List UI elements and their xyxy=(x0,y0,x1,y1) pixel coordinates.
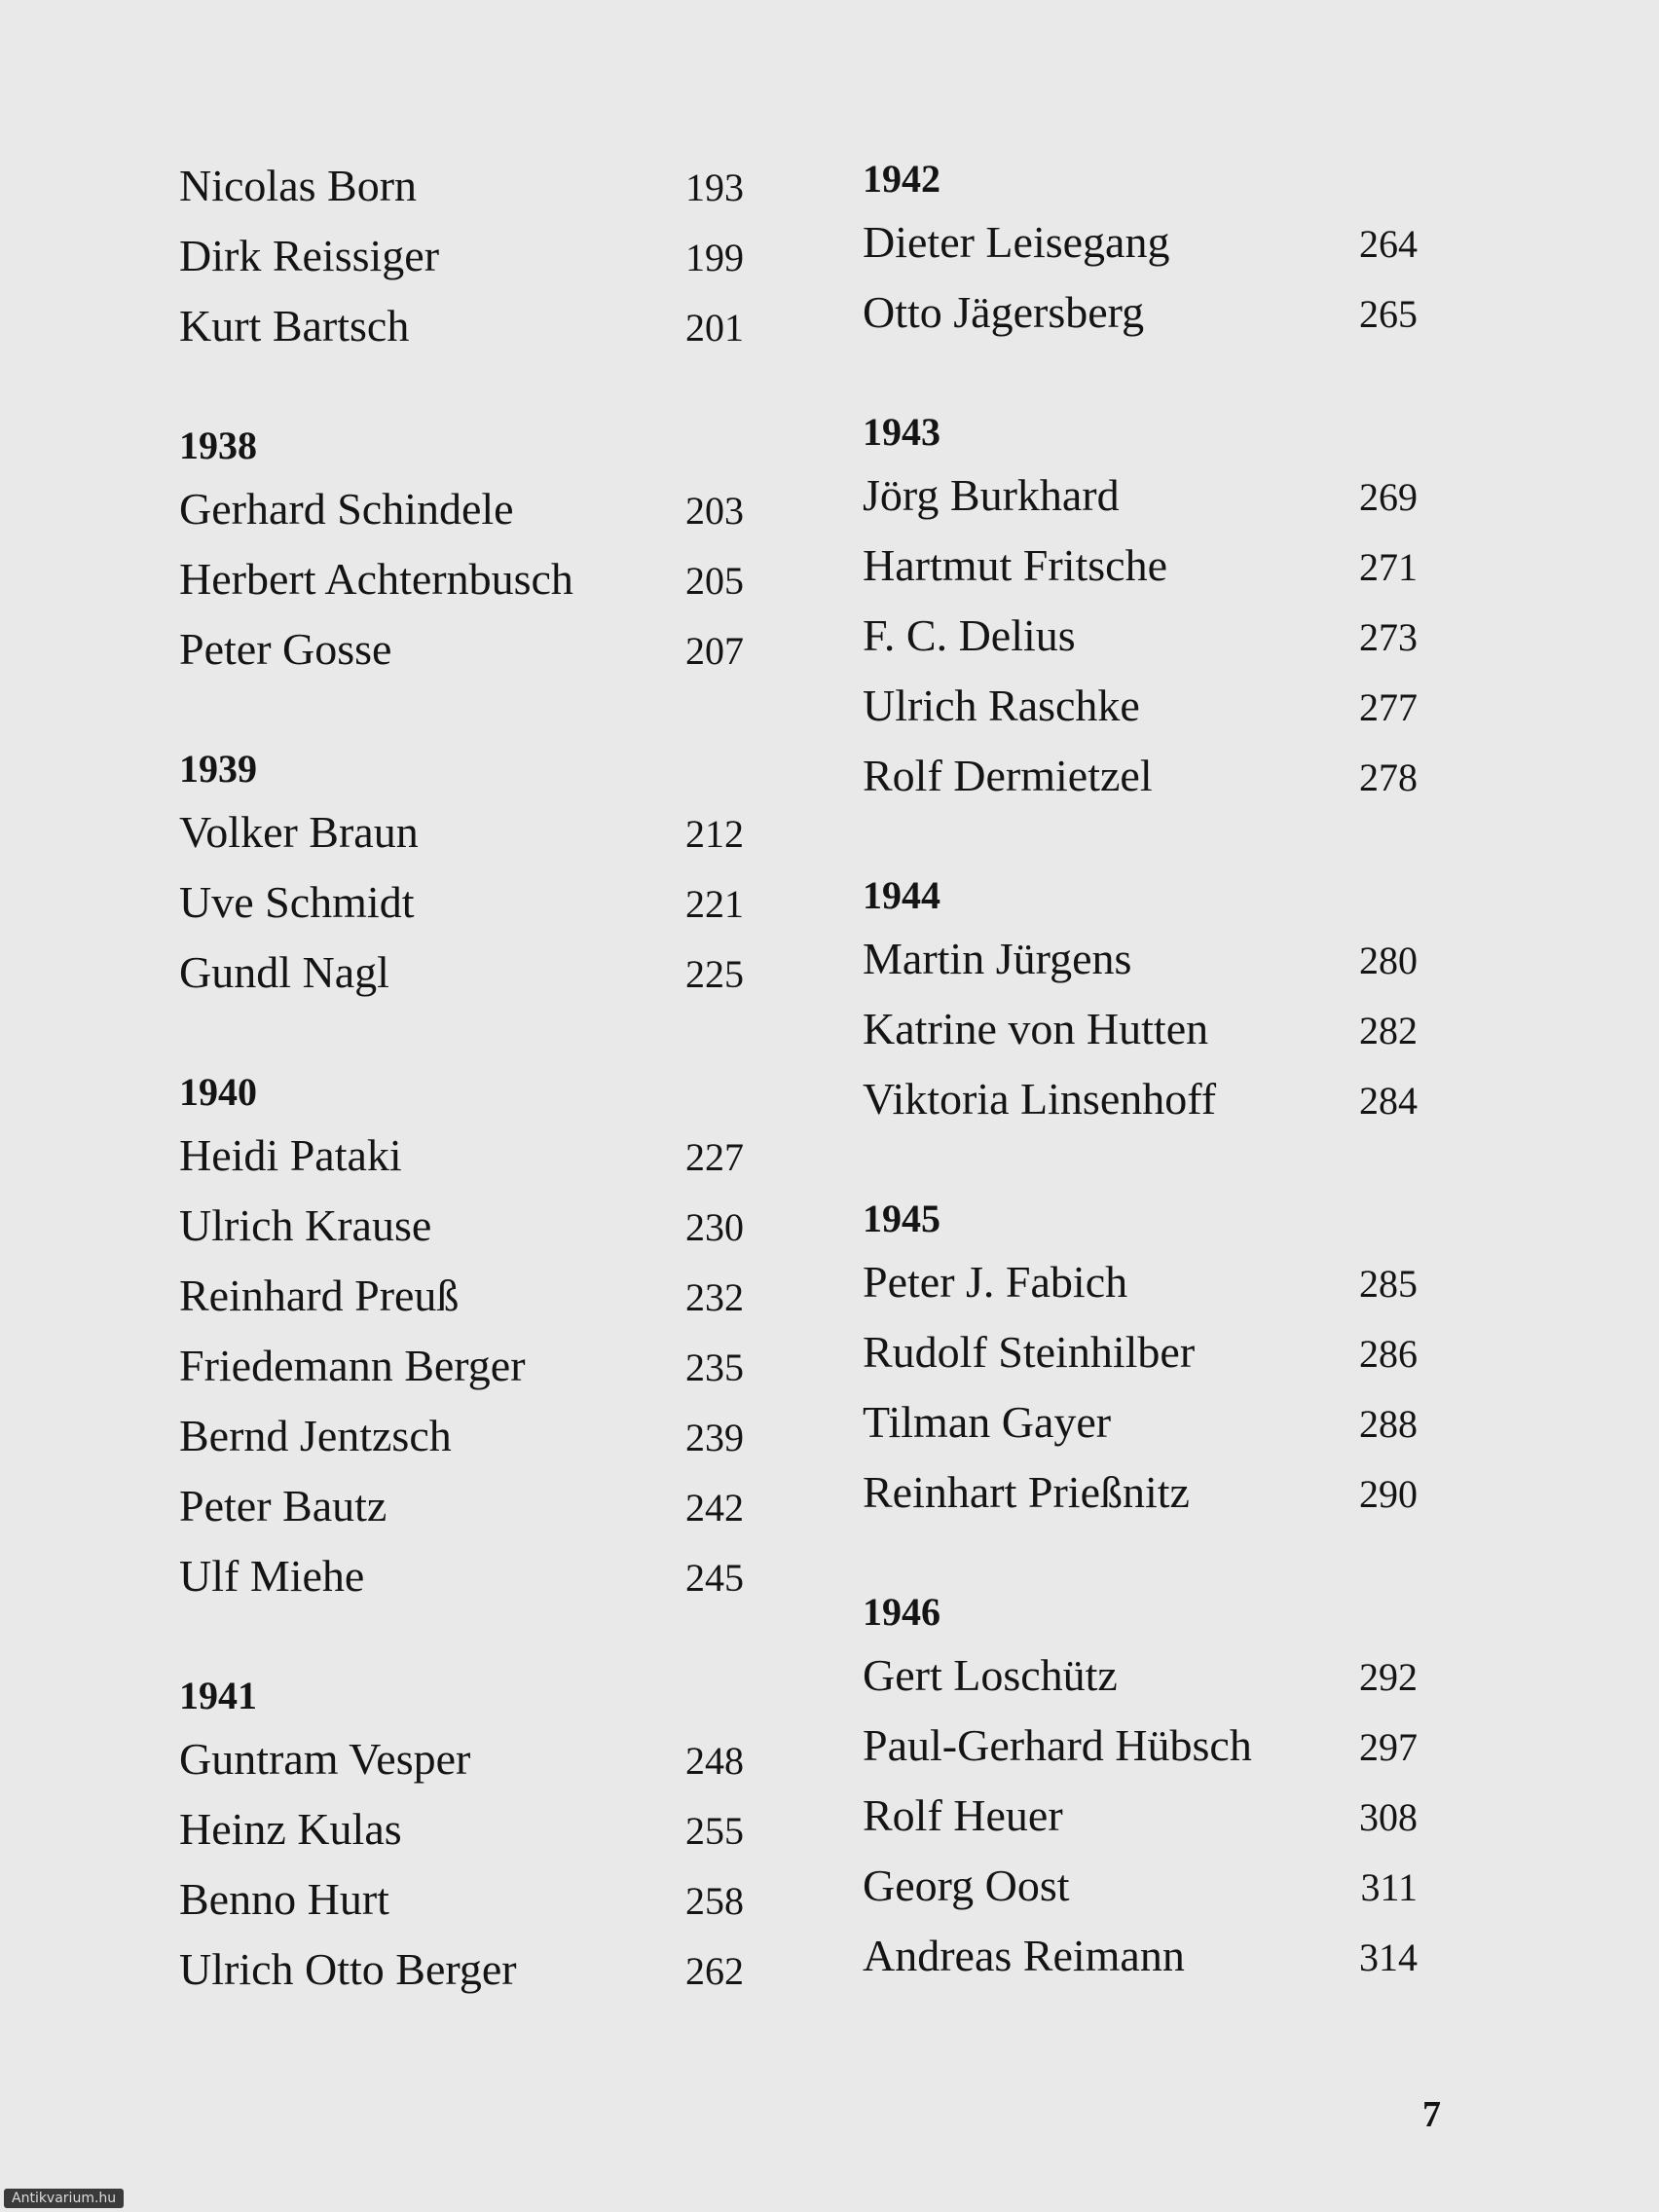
page-ref: 255 xyxy=(685,1809,744,1853)
toc-entry xyxy=(179,474,744,544)
toc-entry xyxy=(863,1247,1418,1317)
page-number: 7 xyxy=(1422,2094,1441,2135)
author-name: Nicolas Born xyxy=(179,161,418,210)
toc-entry xyxy=(179,1471,744,1541)
page-ref: 280 xyxy=(1359,939,1418,982)
toc-entry xyxy=(863,277,1418,348)
page-ref: 201 xyxy=(685,306,744,350)
watermark-label: Antikvarium.hu xyxy=(4,2189,124,2208)
year-heading: 1942 xyxy=(863,157,940,201)
toc-entry xyxy=(863,531,1418,601)
page-ref: 227 xyxy=(685,1135,744,1179)
page-ref: 292 xyxy=(1359,1655,1418,1699)
author-name: Tilman Gayer xyxy=(863,1397,1112,1447)
author-name: Friedemann Berger xyxy=(179,1341,526,1390)
year-heading: 1941 xyxy=(179,1674,257,1717)
author-name: Bernd Jentzsch xyxy=(179,1411,452,1460)
right-column xyxy=(863,151,1418,2047)
page-ref: 230 xyxy=(685,1205,744,1249)
year-section xyxy=(179,1064,744,1611)
author-name: Rolf Dermietzel xyxy=(863,751,1153,800)
toc-entry xyxy=(179,1864,744,1935)
year-section xyxy=(179,418,744,684)
toc-entry xyxy=(179,1935,744,2005)
author-name: Ulrich Raschke xyxy=(863,681,1140,730)
author-name: Volker Braun xyxy=(179,807,419,857)
author-name: Katrine von Hutten xyxy=(863,1004,1209,1053)
page-ref: 285 xyxy=(1359,1262,1418,1306)
page-ref: 269 xyxy=(1359,475,1418,519)
toc-entry xyxy=(863,1921,1418,1991)
year-heading: 1939 xyxy=(179,747,257,791)
author-name: Martin Jürgens xyxy=(863,934,1132,983)
toc-entry xyxy=(863,1781,1418,1851)
author-name: Guntram Vesper xyxy=(179,1734,471,1784)
author-name: Heinz Kulas xyxy=(179,1804,402,1854)
toc-entry xyxy=(863,461,1418,531)
page-ref: 277 xyxy=(1359,685,1418,729)
author-name: Viktoria Linsenhoff xyxy=(863,1074,1217,1124)
page-ref: 286 xyxy=(1359,1332,1418,1376)
toc-entry xyxy=(863,671,1418,741)
toc-entry xyxy=(179,1724,744,1794)
page-ref: 308 xyxy=(1359,1795,1418,1839)
year-heading: 1940 xyxy=(179,1070,257,1114)
year-section xyxy=(863,404,1418,811)
toc-entry xyxy=(179,151,744,221)
page-ref: 273 xyxy=(1359,615,1418,659)
toc-entry xyxy=(179,938,744,1008)
toc-entry xyxy=(863,1064,1418,1134)
author-name: Reinhard Preuß xyxy=(179,1271,460,1320)
page-ref: 232 xyxy=(685,1275,744,1319)
page-ref: 290 xyxy=(1359,1472,1418,1516)
page-ref: 239 xyxy=(685,1416,744,1459)
author-name: Herbert Achternbusch xyxy=(179,554,573,604)
year-section xyxy=(179,1668,744,2005)
toc-entry xyxy=(863,1711,1418,1781)
year-heading: 1938 xyxy=(179,424,257,467)
author-name: Gundl Nagl xyxy=(179,947,389,997)
toc-entry xyxy=(863,924,1418,994)
author-name: Kurt Bartsch xyxy=(179,301,410,350)
toc-entry xyxy=(179,1541,744,1611)
page-ref: 248 xyxy=(685,1739,744,1783)
author-name: Uve Schmidt xyxy=(179,877,415,927)
year-section xyxy=(863,1584,1418,1991)
page-ref: 242 xyxy=(685,1486,744,1530)
year-section xyxy=(863,867,1418,1134)
toc-entry xyxy=(179,1261,744,1331)
toc-entry xyxy=(863,207,1418,277)
author-name: Benno Hurt xyxy=(179,1874,389,1924)
toc-entry xyxy=(179,614,744,684)
year-heading: 1944 xyxy=(863,873,940,917)
toc-entry xyxy=(179,1121,744,1191)
page-ref: 245 xyxy=(685,1556,744,1600)
page-ref: 262 xyxy=(685,1949,744,1993)
toc-entry xyxy=(179,797,744,867)
page-ref: 212 xyxy=(685,812,744,856)
page-ref: 284 xyxy=(1359,1079,1418,1123)
page-ref: 278 xyxy=(1359,756,1418,799)
year-section xyxy=(863,151,1418,348)
author-name: Jörg Burkhard xyxy=(863,470,1120,520)
author-name: Peter Gosse xyxy=(179,624,392,674)
year-section xyxy=(863,1191,1418,1528)
author-name: Reinhart Prießnitz xyxy=(863,1467,1190,1517)
toc-entry xyxy=(863,1641,1418,1711)
year-section xyxy=(179,151,744,361)
page-ref: 288 xyxy=(1359,1402,1418,1446)
author-name: Hartmut Fritsche xyxy=(863,540,1167,590)
toc-entry xyxy=(863,994,1418,1064)
page-ref: 235 xyxy=(685,1346,744,1389)
page-ref: 265 xyxy=(1359,292,1418,336)
author-name: Andreas Reimann xyxy=(863,1931,1185,1980)
year-heading: 1943 xyxy=(863,410,940,454)
toc-entry xyxy=(179,1191,744,1261)
page-ref: 311 xyxy=(1360,1865,1418,1909)
author-name: Rolf Heuer xyxy=(863,1790,1063,1840)
year-heading: 1946 xyxy=(863,1590,940,1634)
year-heading: 1945 xyxy=(863,1197,940,1240)
toc-entry xyxy=(179,1794,744,1864)
page-ref: 205 xyxy=(685,559,744,603)
author-name: F. C. Delius xyxy=(863,610,1076,660)
page-ref: 297 xyxy=(1359,1725,1418,1769)
author-name: Rudolf Steinhilber xyxy=(863,1327,1196,1377)
toc-entry xyxy=(863,1387,1418,1457)
author-name: Dirk Reissiger xyxy=(179,231,440,280)
toc-entry xyxy=(179,867,744,938)
toc-entry xyxy=(179,291,744,361)
page-ref: 314 xyxy=(1359,1936,1418,1979)
page-ref: 271 xyxy=(1359,545,1418,589)
author-name: Ulrich Krause xyxy=(179,1200,432,1250)
year-section xyxy=(179,741,744,1008)
toc-entry xyxy=(863,741,1418,811)
page-ref: 221 xyxy=(685,882,744,926)
toc-entry xyxy=(179,1401,744,1471)
toc-entry xyxy=(863,601,1418,671)
page-ref: 207 xyxy=(685,629,744,673)
page-ref: 264 xyxy=(1359,222,1418,266)
page-ref: 225 xyxy=(685,952,744,996)
page-ref: 282 xyxy=(1359,1009,1418,1052)
author-name: Dieter Leisegang xyxy=(863,217,1170,267)
author-name: Gerhard Schindele xyxy=(179,484,514,534)
author-name: Paul-Gerhard Hübsch xyxy=(863,1720,1252,1770)
author-name: Gert Loschütz xyxy=(863,1650,1118,1700)
page-ref: 199 xyxy=(685,236,744,279)
author-name: Peter J. Fabich xyxy=(863,1257,1128,1307)
toc-entry xyxy=(179,1331,744,1401)
page-ref: 193 xyxy=(685,166,744,209)
author-name: Georg Oost xyxy=(863,1861,1070,1910)
author-name: Heidi Pataki xyxy=(179,1130,402,1180)
author-name: Peter Bautz xyxy=(179,1481,387,1530)
author-name: Otto Jägersberg xyxy=(863,287,1145,337)
toc-entry xyxy=(863,1851,1418,1921)
page-ref: 258 xyxy=(685,1879,744,1923)
toc-entry xyxy=(863,1317,1418,1387)
left-column xyxy=(179,151,744,2061)
toc-entry xyxy=(179,544,744,614)
toc-entry xyxy=(863,1457,1418,1528)
toc-entry xyxy=(179,221,744,291)
page-ref: 203 xyxy=(685,489,744,533)
author-name: Ulrich Otto Berger xyxy=(179,1944,517,1994)
author-name: Ulf Miehe xyxy=(179,1551,365,1601)
